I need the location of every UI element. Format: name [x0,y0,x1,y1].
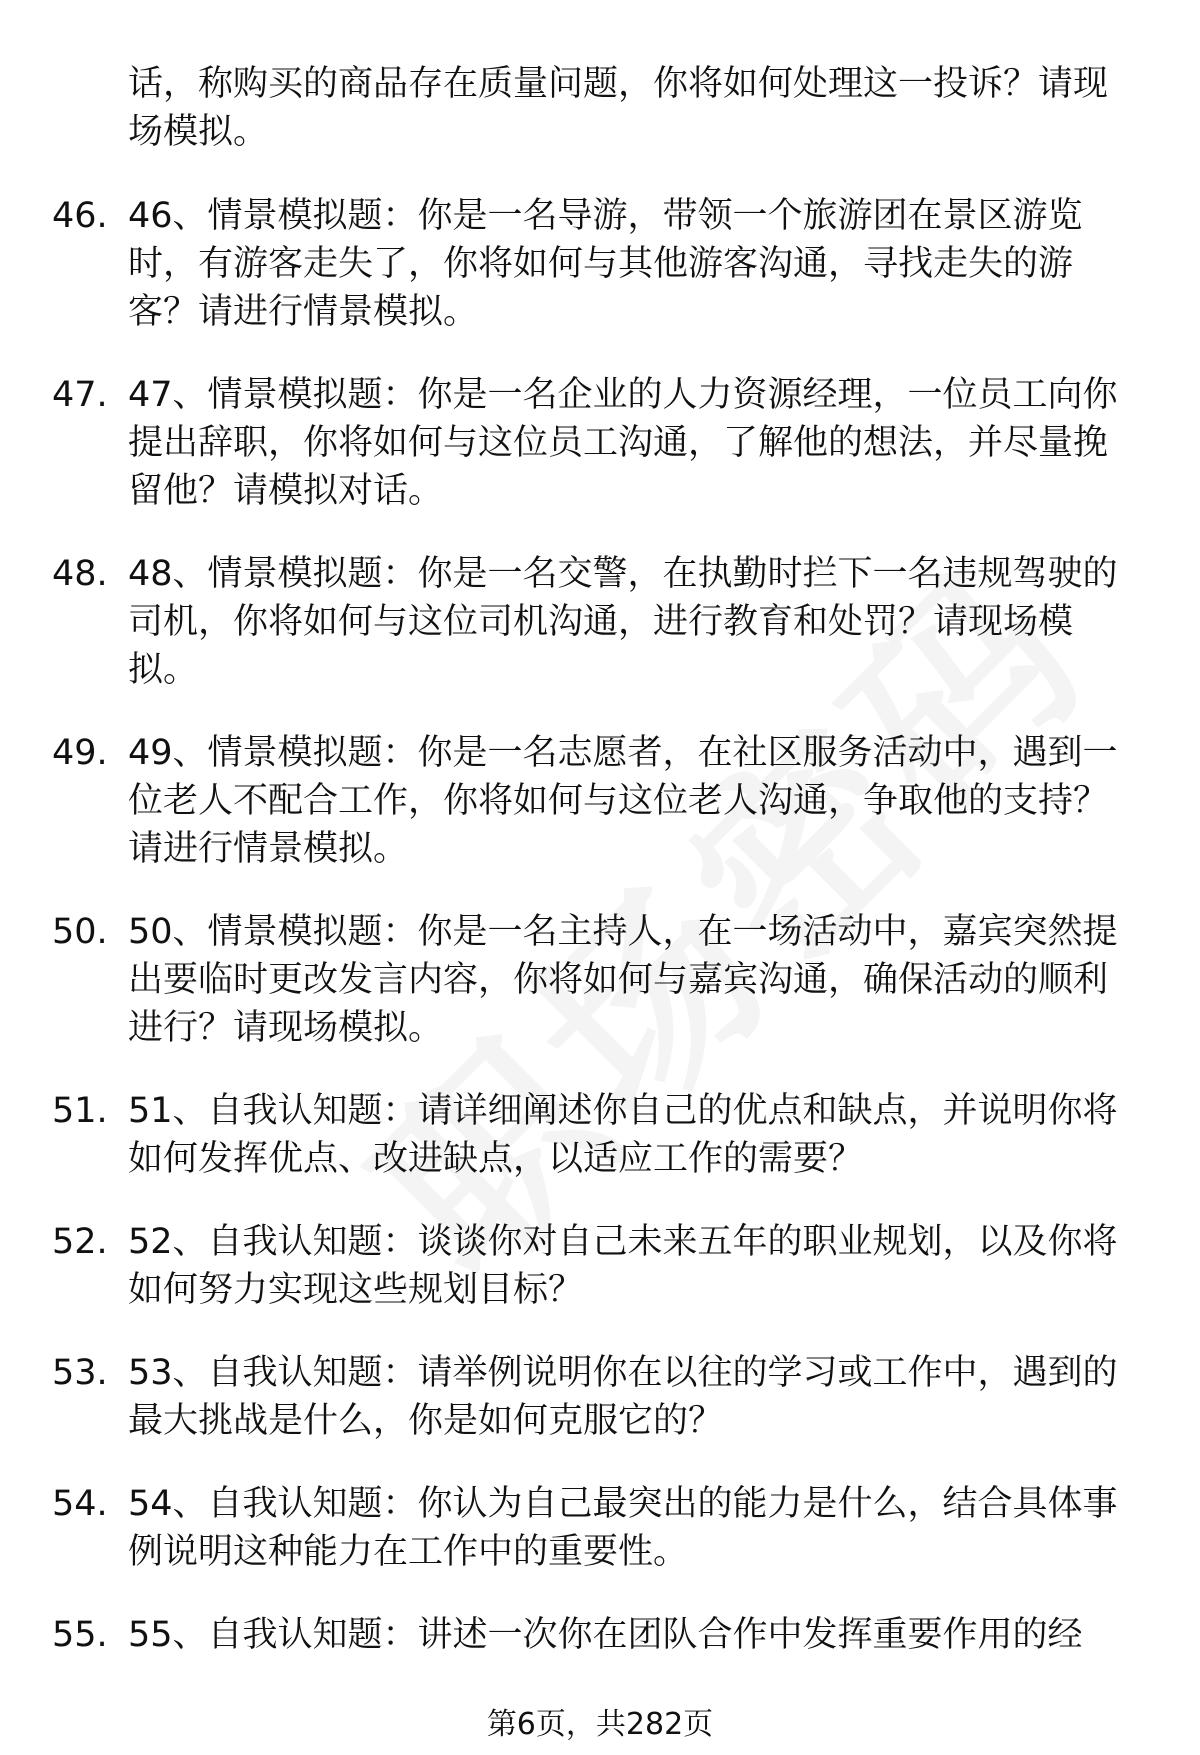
item-text: 54、自我认知题：你认为自己最突出的能力是什么，结合具体事例说明这种能力在工作中的重要性。 [128,1484,1118,1572]
item-number: 49. [52,733,108,773]
continuation-paragraph: 话，称购买的商品存在质量问题，你将如何处理这一投诉？请现场模拟。 [128,64,1109,152]
item-text: 50、情景模拟题：你是一名主持人，在一场活动中，嘉宾突然提出要临时更改发言内容，你将如何与嘉宾沟通，确保活动的顺利进行？请现场模拟。 [128,912,1118,1048]
item-text: 51、自我认知题：请详细阐述你自己的优点和缺点，并说明你将如何发挥优点、改进缺点，以适应工作的需要？ [128,1091,1118,1179]
item-text: 49、情景模拟题：你是一名志愿者，在社区服务活动中，遇到一位老人不配合工作，你将如何与这位老人沟通，争取他的支持？请进行情景模拟。 [128,733,1118,869]
list-item [0,192,1200,336]
item-number: 46. [52,196,108,236]
item-number: 53. [52,1353,108,1393]
item-text: 52、自我认知题：谈谈你对自己未来五年的职业规划，以及你将如何努力实现这些规划目标？ [128,1222,1118,1310]
item-text: 47、情景模拟题：你是一名企业的人力资源经理，一位员工向你提出辞职，你将如何与这位员工沟通，了解他的想法，并尽量挽留他？请模拟对话。 [128,375,1118,511]
list-item [0,1087,1200,1183]
item-number: 55. [52,1615,108,1655]
item-text: 48、情景模拟题：你是一名交警，在执勤时拦下一名违规驾驶的司机，你将如何与这位司机沟通，进行教育和处罚？请现场模拟。 [128,554,1118,690]
question-list [0,60,1200,1694]
item-text: 53、自我认知题：请举例说明你在以往的学习或工作中，遇到的最大挑战是什么，你是如何克服它的？ [128,1353,1118,1441]
list-item [0,1349,1200,1445]
list-item [0,550,1200,694]
list-item [0,371,1200,515]
list-item [0,908,1200,1052]
item-text: 46、情景模拟题：你是一名导游，带领一个旅游团在景区游览时，有游客走失了，你将如何与其他游客沟通，寻找走失的游客？请进行情景模拟。 [128,196,1083,332]
item-number: 52. [52,1222,108,1262]
page-footer: 第6页，共282页 [486,1707,714,1742]
list-item [0,1611,1200,1659]
item-number: 47. [52,375,108,415]
item-number: 54. [52,1484,108,1524]
list-item [0,729,1200,873]
item-number: 50. [52,912,108,952]
item-number: 48. [52,554,108,594]
item-text: 55、自我认知题：讲述一次你在团队合作中发挥重要作用的经 [128,1615,1083,1655]
list-item [0,1218,1200,1314]
item-number: 51. [52,1091,108,1131]
list-item [0,1480,1200,1576]
